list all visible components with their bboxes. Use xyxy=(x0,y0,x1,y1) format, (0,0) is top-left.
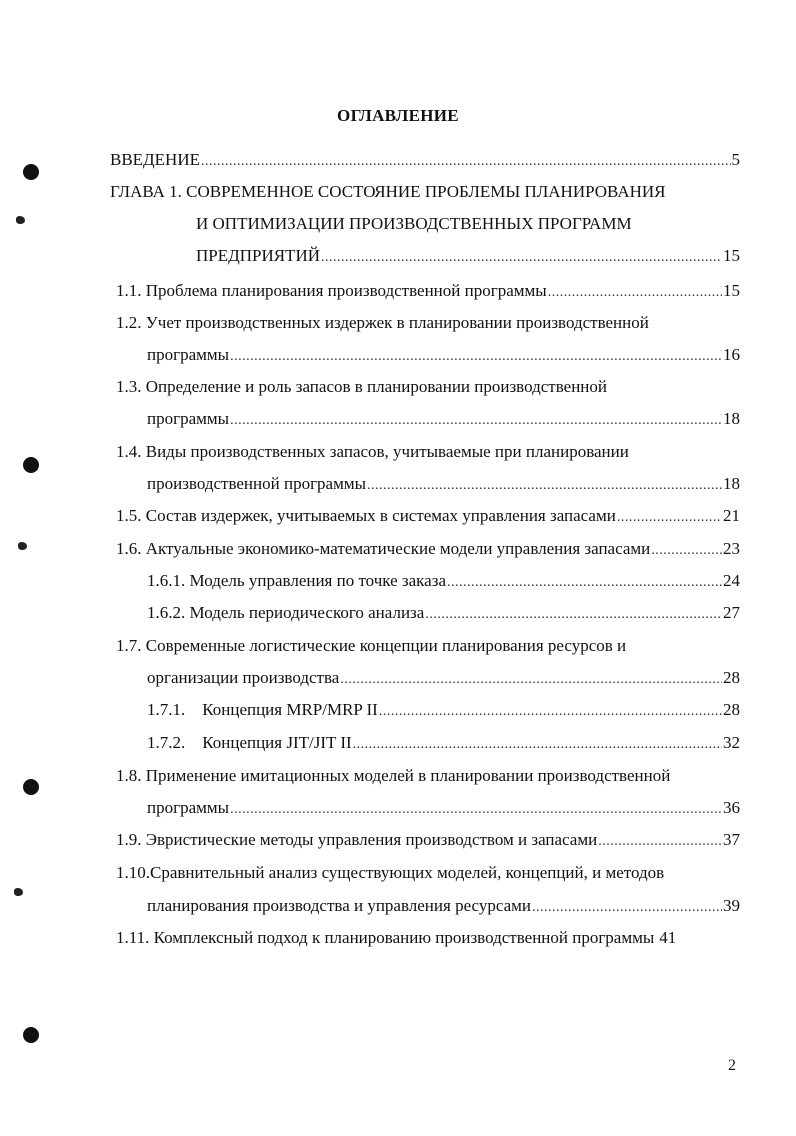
toc-leader-dots xyxy=(548,283,722,303)
toc-entry-continuation[interactable] xyxy=(147,345,740,367)
toc-leader-dots xyxy=(425,605,722,625)
toc-entry-text: программы xyxy=(147,345,230,364)
toc-entry[interactable] xyxy=(116,313,649,333)
toc-entry-text: планирования производства и управления ресурсами xyxy=(147,896,532,915)
toc-entry-continuation[interactable] xyxy=(147,409,740,431)
toc-entry-text: организации производства xyxy=(147,668,340,687)
toc-entry[interactable] xyxy=(110,182,666,202)
toc-entry-page: 32 xyxy=(723,733,740,752)
toc-leader-dots xyxy=(617,508,722,528)
toc-entry-text: 1.10.Сравнительный анализ существующих моделей, концепций, и методов xyxy=(116,863,665,882)
toc-entry-page: 15 xyxy=(723,281,740,300)
toc-subentry[interactable] xyxy=(147,571,740,593)
toc-entry[interactable] xyxy=(116,928,740,948)
toc-entry-text: 1.6.1. Модель управления по точке заказа xyxy=(147,571,446,590)
toc-entry-text: 1.9. Эвристические методы управления производством и запасами xyxy=(116,830,598,849)
toc-entry-page: 41 xyxy=(659,928,677,947)
toc-entry-page: 24 xyxy=(723,571,740,590)
toc-entry-page: 28 xyxy=(723,668,740,687)
toc-entry-page: 5 xyxy=(731,150,740,169)
toc-entry[interactable] xyxy=(116,442,629,462)
toc-entry-text: 1.7.2. Концепция JIT/JIT II xyxy=(147,733,352,752)
toc-leader-dots xyxy=(651,541,722,561)
toc-entry[interactable] xyxy=(116,506,740,528)
toc-entry-text: программы xyxy=(147,409,230,428)
toc-entry-page: 36 xyxy=(723,798,740,817)
toc-entry[interactable] xyxy=(110,150,740,172)
toc-entry-text: 1.7.1. Концепция MRP/MRP II xyxy=(147,700,378,719)
toc-subentry[interactable] xyxy=(147,733,740,755)
toc-entry-page: 18 xyxy=(723,474,740,493)
toc-entry-continuation[interactable] xyxy=(147,474,740,496)
toc-entry[interactable] xyxy=(116,636,626,656)
toc-entry-text: 1.2. Учет производственных издержек в планировании производственной xyxy=(116,313,649,332)
toc-entry-page: 27 xyxy=(723,603,740,622)
toc-entry-continuation[interactable] xyxy=(147,896,740,918)
toc-entry-text: ПРЕДПРИЯТИЙ xyxy=(196,246,320,265)
toc-entry-text: производственной программы xyxy=(147,474,367,493)
toc-entry-text: 1.8. Применение имитационных моделей в планировании производственной xyxy=(116,766,671,785)
toc-leader-dots xyxy=(230,411,722,431)
toc-subentry[interactable] xyxy=(147,700,740,722)
page-number: 2 xyxy=(728,1057,736,1074)
toc-entry-continuation xyxy=(196,214,632,234)
toc-entry-text: 1.5. Состав издержек, учитываемых в системах управления запасами xyxy=(116,506,616,525)
toc-entry[interactable] xyxy=(116,281,740,303)
toc-leader-dots xyxy=(201,152,731,172)
toc-entry[interactable] xyxy=(116,377,607,397)
document-title: ОГЛАВЛЕНИЕ xyxy=(337,106,459,125)
toc-entry-text: И ОПТИМИЗАЦИИ ПРОИЗВОДСТВЕННЫХ ПРОГРАММ xyxy=(196,214,632,233)
toc-entry-page: 15 xyxy=(723,246,740,265)
toc-entry-continuation[interactable] xyxy=(196,246,740,268)
toc-leader-dots xyxy=(598,832,722,852)
toc-entry-text: 1.11. Комплексный подход к планированию производственной программы xyxy=(116,928,655,947)
toc-entry-text: 1.4. Виды производственных запасов, учитываемые при планировании xyxy=(116,442,629,461)
toc-entry-text: 1.6.2. Модель периодического анализа xyxy=(147,603,425,622)
toc-entry-page: 23 xyxy=(723,539,740,558)
toc-entry[interactable] xyxy=(116,863,664,883)
toc-entry-text: 1.3. Определение и роль запасов в планировании производственной xyxy=(116,377,607,396)
toc-leader-dots xyxy=(230,347,722,367)
toc-entry-text: 1.6. Актуальные экономико-математические модели управления запасами xyxy=(116,539,651,558)
toc-entry-page: 28 xyxy=(723,700,740,719)
toc-leader-dots xyxy=(353,735,722,755)
toc-entry-continuation[interactable] xyxy=(147,668,740,690)
toc-leader-dots xyxy=(340,670,722,690)
toc-leader-dots xyxy=(230,800,722,820)
toc-entry[interactable] xyxy=(116,766,670,786)
toc-leader-dots xyxy=(379,702,722,722)
toc-entry-page: 18 xyxy=(723,409,740,428)
toc-leader-dots xyxy=(321,248,722,268)
toc-subentry[interactable] xyxy=(147,603,740,625)
toc-entry-page: 16 xyxy=(723,345,740,364)
toc-entry-text: ВВЕДЕНИЕ xyxy=(110,150,200,169)
toc-entry-page: 21 xyxy=(723,506,740,525)
toc-entry-text: 1.1. Проблема планирования производственной программы xyxy=(116,281,547,300)
toc-entry[interactable] xyxy=(116,830,740,852)
toc-entry-continuation[interactable] xyxy=(147,798,740,820)
toc-entry-text: 1.7. Современные логистические концепции планирования ресурсов и xyxy=(116,636,627,655)
toc-entry-page: 39 xyxy=(723,896,740,915)
toc-leader-dots xyxy=(532,898,722,918)
toc-leader-dots xyxy=(367,476,722,496)
toc-entry-page: 37 xyxy=(723,830,740,849)
toc-leader-dots xyxy=(447,573,722,593)
toc-entry-text: программы xyxy=(147,798,230,817)
toc-entry-text: ГЛАВА 1. СОВРЕМЕННОЕ СОСТОЯНИЕ ПРОБЛЕМЫ ПЛАНИРОВАНИЯ xyxy=(110,182,666,201)
toc-entry[interactable] xyxy=(116,539,740,561)
